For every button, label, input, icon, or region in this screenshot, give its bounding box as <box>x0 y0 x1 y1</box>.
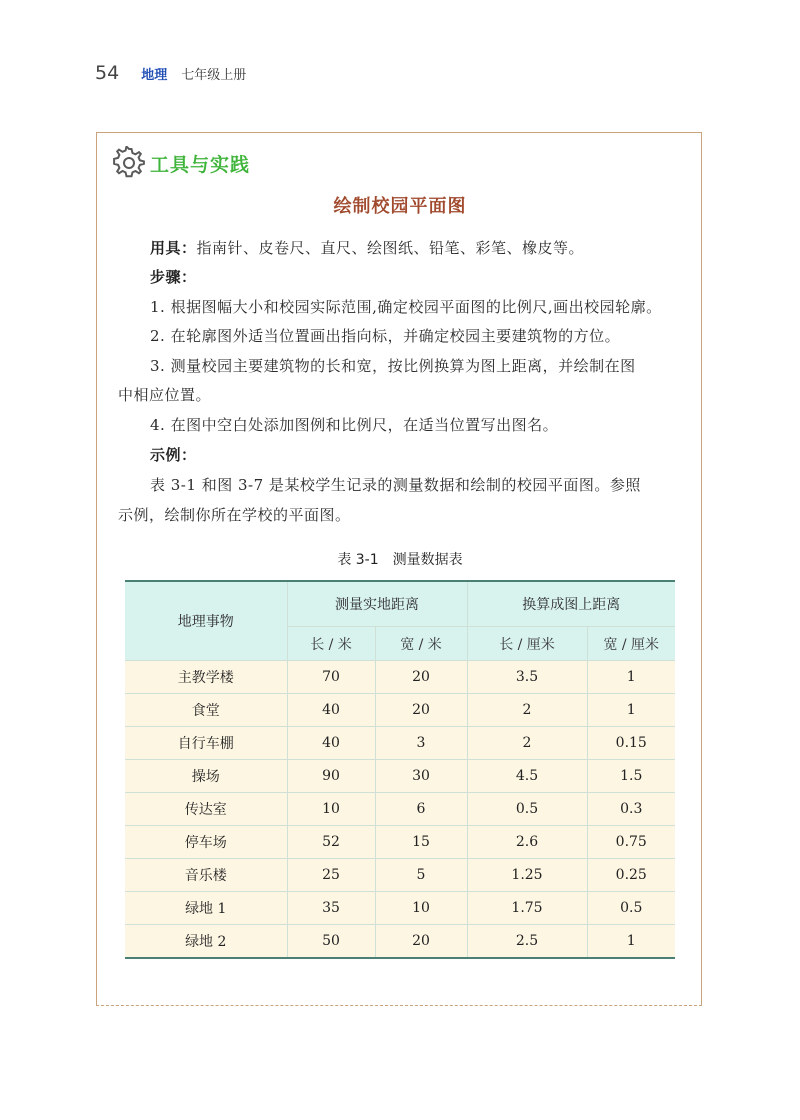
cell-value: 0.3 <box>587 793 675 826</box>
cell-value: 15 <box>375 826 467 859</box>
cell-feature: 停车场 <box>125 826 287 859</box>
cell-value: 5 <box>375 859 467 892</box>
cell-value: 52 <box>287 826 375 859</box>
steps-label: 步骤： <box>150 268 197 286</box>
header-map-distance: 换算成图上距离 <box>467 581 675 627</box>
cell-value: 1 <box>587 694 675 727</box>
cell-feature: 主教学楼 <box>125 661 287 694</box>
example-text: 表 3-1 和图 3-7 是某校学生记录的测量数据和绘制的校园平面图。参照 <box>150 476 641 494</box>
table-body <box>125 661 675 959</box>
cell-feature: 音乐楼 <box>125 859 287 892</box>
cell-feature: 食堂 <box>125 694 287 727</box>
step-item: 3. 测量校园主要建筑物的长和宽，按比例换算为图上距离，并绘制在图 <box>150 357 636 375</box>
example-text-continuation: 示例，绘制你所在学校的平面图。 <box>118 506 351 524</box>
cell-value: 0.5 <box>587 892 675 925</box>
step-item-continuation: 中相应位置。 <box>118 386 212 404</box>
cell-feature: 操场 <box>125 760 287 793</box>
cell-value: 50 <box>287 925 375 959</box>
cell-value: 2 <box>467 694 587 727</box>
cell-value: 1 <box>587 925 675 959</box>
cell-value: 0.75 <box>587 826 675 859</box>
subject-label: 地理 <box>141 68 168 83</box>
step-item: 4. 在图中空白处添加图例和比例尺，在适当位置写出图名。 <box>150 416 559 434</box>
cell-value: 25 <box>287 859 375 892</box>
cell-value: 1.5 <box>587 760 675 793</box>
cell-value: 0.25 <box>587 859 675 892</box>
cell-feature: 自行车棚 <box>125 727 287 760</box>
cell-value: 4.5 <box>467 760 587 793</box>
cell-feature: 传达室 <box>125 793 287 826</box>
tools-label: 用具： <box>150 239 197 257</box>
cell-value: 2.6 <box>467 826 587 859</box>
cell-value: 35 <box>287 892 375 925</box>
page-header <box>95 62 246 86</box>
cell-value: 20 <box>375 694 467 727</box>
cell-value: 3 <box>375 727 467 760</box>
cell-value: 0.5 <box>467 793 587 826</box>
subheader-length-m: 长 / 米 <box>287 627 375 661</box>
table-caption: 表 3-1 测量数据表 <box>337 552 463 568</box>
section-heading <box>112 146 250 180</box>
subheader-length-cm: 长 / 厘米 <box>467 627 587 661</box>
subheader-width-cm: 宽 / 厘米 <box>587 627 675 661</box>
gear-icon <box>112 146 146 180</box>
book-label: 七年级上册 <box>181 68 247 83</box>
table-row <box>125 661 675 694</box>
cell-value: 20 <box>375 661 467 694</box>
cell-value: 1 <box>587 661 675 694</box>
cell-value: 90 <box>287 760 375 793</box>
cell-value: 2.5 <box>467 925 587 959</box>
cell-value: 0.15 <box>587 727 675 760</box>
step-item: 2. 在轮廓图外适当位置画出指向标，并确定校园主要建筑物的方位。 <box>150 327 621 345</box>
cell-feature: 绿地 1 <box>125 892 287 925</box>
cell-value: 20 <box>375 925 467 959</box>
header-feature: 地理事物 <box>125 581 287 661</box>
measurement-table <box>125 580 675 959</box>
cell-value: 70 <box>287 661 375 694</box>
subheader-width-m: 宽 / 米 <box>375 627 467 661</box>
cell-value: 1.25 <box>467 859 587 892</box>
table-row <box>125 727 675 760</box>
table-row <box>125 694 675 727</box>
tools-text: 指南针、皮卷尺、直尺、绘图纸、铅笔、彩笔、橡皮等。 <box>196 239 585 257</box>
table-row <box>125 793 675 826</box>
tools-line <box>150 238 584 258</box>
cell-value: 10 <box>287 793 375 826</box>
table-row <box>125 859 675 892</box>
cell-value: 30 <box>375 760 467 793</box>
table-row <box>125 760 675 793</box>
table-row <box>125 892 675 925</box>
cell-value: 10 <box>375 892 467 925</box>
cell-value: 2 <box>467 727 587 760</box>
cell-value: 40 <box>287 727 375 760</box>
cell-value: 1.75 <box>467 892 587 925</box>
section-label: 工具与实践 <box>150 153 251 176</box>
table-row <box>125 925 675 959</box>
header-actual-distance: 测量实地距离 <box>287 581 467 627</box>
cell-feature: 绿地 2 <box>125 925 287 959</box>
activity-title: 绘制校园平面图 <box>333 196 467 217</box>
cell-value: 3.5 <box>467 661 587 694</box>
cell-value: 6 <box>375 793 467 826</box>
page-number: 54 <box>95 62 120 84</box>
cell-value: 40 <box>287 694 375 727</box>
table-row <box>125 826 675 859</box>
example-label: 示例： <box>150 446 197 464</box>
step-item: 1. 根据图幅大小和校园实际范围,确定校园平面图的比例尺,画出校园轮廓。 <box>150 298 662 316</box>
